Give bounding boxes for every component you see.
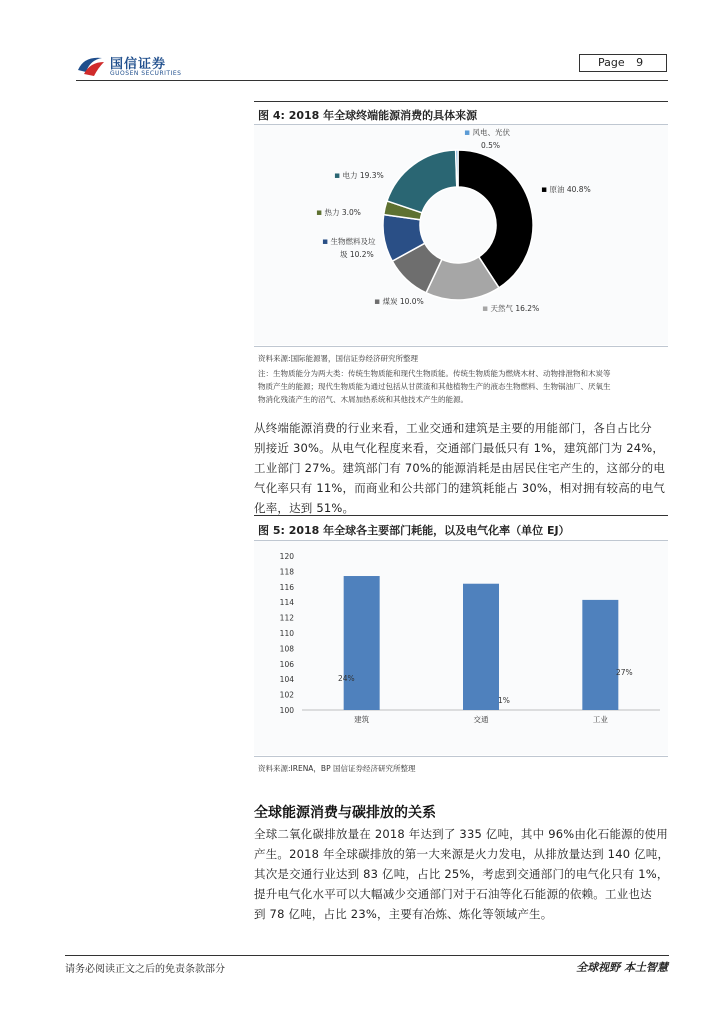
paragraph-line: 提升电气化水平可以大幅减少交通部门对于石油等化石能源的依赖。工业也达 <box>254 887 652 901</box>
bar-1 <box>463 584 499 710</box>
page-number-box <box>579 54 667 72</box>
fig4-note <box>258 367 666 406</box>
y-tick-label: 102 <box>279 690 294 700</box>
header-logo <box>76 52 186 80</box>
paragraph-line: 从终端能源消费的行业来看，工业交通和建筑是主要的用能部门，各自占比分 <box>254 421 652 435</box>
pie-slice-5 <box>387 150 457 213</box>
paragraph-line: 工业部门 27%。建筑部门有 70%的能源消耗是由居民住宅产生的，这部分的电 <box>254 461 666 475</box>
fig4-title: 图 4: 2018 年全球终端能源消费的具体来源 <box>258 109 478 122</box>
y-tick-label: 114 <box>279 598 294 608</box>
bar-data-label: 27% <box>616 668 633 677</box>
header-rule <box>76 80 668 81</box>
paragraph-line: 别接近 30%。从电气化程度来看，交通部门最低只有 1%，建筑部门为 24%， <box>254 441 665 455</box>
paragraph-line: 化率，达到 51%。 <box>254 501 355 515</box>
footer-rule <box>65 955 669 956</box>
pie-label-biofuel-pct: 圾 10.2% <box>340 250 374 259</box>
fig5-bottom-rule <box>254 756 668 757</box>
x-category-label: 工业 <box>592 715 608 724</box>
pie-label-wind-solar-pct: 0.5% <box>481 141 501 150</box>
page-label: Page <box>598 56 625 69</box>
section-paragraph <box>254 824 674 924</box>
bar-0 <box>344 576 380 710</box>
fig5-source: 资料来源:IRENA，BP 国信证券经济研究所整理 <box>258 764 416 773</box>
fig5-title: 图 5: 2018 年全球各主要部门耗能，以及电气化率（单位 EJ） <box>258 524 570 537</box>
paragraph-line: 产生。2018 年全球碳排放的第一大来源是火力发电，从排放量达到 140 亿吨， <box>254 847 670 861</box>
pie-label-coal: ▪ 煤炭 10.0% <box>374 297 424 307</box>
company-name-en: GUOSEN SECURITIES <box>110 70 182 77</box>
pie-slice-6 <box>456 150 458 187</box>
footer-disclaimer: 请务必阅读正文之后的免责条款部分 <box>65 964 225 975</box>
paragraph-sector-consumption <box>254 418 674 518</box>
paragraph-line: 其次是交通行业达到 83 亿吨，占比 25%，考虑到交通部门的电气化只有 1%， <box>254 867 669 881</box>
y-tick-label: 104 <box>279 675 294 685</box>
bar-2 <box>582 600 618 710</box>
x-category-label: 建筑 <box>354 715 370 724</box>
paragraph-line: 到 78 亿吨，占比 23%，主要有冶炼、炼化等领域产生。 <box>254 907 553 921</box>
pie-label-gas: ▪ 天然气 16.2% <box>482 304 540 314</box>
pie-label-biofuel: ▪ 生物燃料及垃 <box>322 237 376 247</box>
y-tick-label: 112 <box>279 613 294 623</box>
y-tick-label: 120 <box>279 552 294 561</box>
page-number: 9 <box>636 56 644 69</box>
bar-data-label: 24% <box>338 674 355 683</box>
fig5-chart-area <box>254 541 668 755</box>
bar-data-label: 1% <box>498 696 510 705</box>
x-category-label: 交通 <box>473 715 489 724</box>
fig4-note-line: 注：生物质能分为两大类：传统生物质能和现代生物质能。传统生物质能为燃烧木材、动物排泄物和木炭等 <box>258 369 611 378</box>
fig4-bottom-rule <box>254 346 668 347</box>
fig4-source: 资料来源:国际能源署，国信证券经济研究所整理 <box>258 354 419 363</box>
y-tick-label: 116 <box>279 582 294 592</box>
paragraph-line: 全球二氧化碳排放量在 2018 年达到了 335 亿吨，其中 96%由化石能源的使用 <box>254 827 668 841</box>
paragraph-line: 气化率只有 11%，而商业和公共部门的建筑耗能占 30%，相对拥有较高的电气 <box>254 481 666 495</box>
fig4-note-line: 物消化残渣产生的沼气、木屑加热系统和其他技术产生的能源。 <box>258 395 468 404</box>
y-tick-label: 108 <box>279 644 294 654</box>
fig4-chart-area <box>254 125 668 345</box>
y-tick-label: 106 <box>279 659 294 669</box>
fig4-top-rule <box>254 101 668 102</box>
bar-chart <box>254 541 668 755</box>
fig5-top-rule <box>254 515 668 516</box>
pie-label-heat: ▪ 热力 3.0% <box>316 208 361 218</box>
donut-chart <box>254 125 668 345</box>
pie-label-wind-solar: ▪ 风电、光伏 <box>464 128 510 138</box>
pie-label-oil: ▪ 原油 40.8% <box>541 185 591 195</box>
fig4-note-line: 物质产生的能源；现代生物质能为通过包括从甘蔗渣和其他植物生产的液态生物燃料、生物锅油厂、厌氧生 <box>258 382 611 391</box>
company-name-cn: 国信证券 <box>110 57 167 72</box>
y-tick-label: 100 <box>279 706 294 715</box>
guosen-logo-icon <box>76 52 106 78</box>
pie-label-electricity: ▪ 电力 19.3% <box>334 171 384 181</box>
section-heading: 全球能源消费与碳排放的关系 <box>254 805 436 821</box>
footer-slogan: 全球视野 本土智慧 <box>576 961 668 974</box>
y-tick-label: 110 <box>279 629 294 638</box>
y-tick-label: 118 <box>279 567 294 577</box>
